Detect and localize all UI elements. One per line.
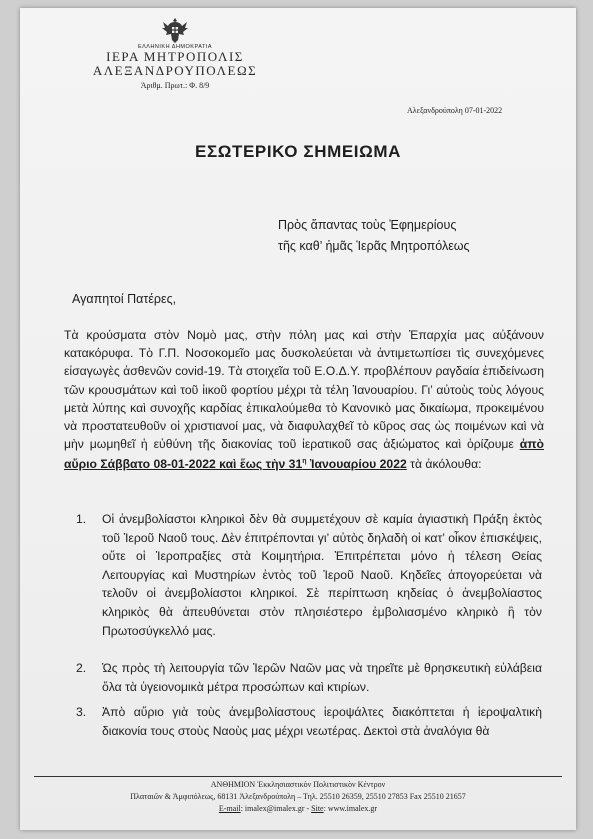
site-value[interactable]: : www.imalex.gr <box>323 804 378 813</box>
metropolis-name: ΙΕΡΑ ΜΗΤΡΟΠΟΛΙΣ <box>106 49 244 64</box>
list-item <box>76 659 542 696</box>
letterhead <box>60 16 290 90</box>
metropolis-city: ΑΛΕΞΑΝΔΡΟΥΠΟΛΕΩΣ <box>92 63 258 78</box>
list-item <box>76 703 542 740</box>
deadline-text: ἀπὸ αὔριο Σάββατο 08-01-2022 καὶ ἕως τὴν $31^\eta$ Ἰανουαρίου 2022 <box>64 437 544 472</box>
footer-divider <box>34 776 562 777</box>
state-name: ΕΛΛΗΝΙΚΗ ΔΗΜΟΚΡΑΤΙΑ <box>137 44 213 50</box>
body-paragraph <box>64 326 544 474</box>
list-item-number: 1. <box>76 512 87 526</box>
salutation: Αγαπητοί Πατέρες, <box>72 292 177 306</box>
list-item-text: Ὡς πρὸς τὴ λειτουργία τῶν Ἱερῶν Ναῶν μας νὰ τηρεῖτε μὲ θρησκευτικὴ εὐλάβεια ὅλα τὰ ὑγειονομικὰ μέτρα προσώπων καὶ κτιρίων. <box>102 661 542 694</box>
recipient-line-2: τῆς καθ’ ἡμᾶς Ἱερᾶς Μητροπόλεως <box>278 239 470 253</box>
email-value[interactable]: : imalex@imalex.gr - <box>240 804 312 813</box>
list-item <box>76 510 542 640</box>
email-label: E-mail <box>218 804 241 813</box>
footer-address: Πλαταιῶν & Ἀμφιπόλεως, 68131 Ἀλεξανδρούπολη – Τηλ. 25510 26359, 25510 27853 Fax 25510 21657 <box>130 792 466 801</box>
letter-page <box>20 8 576 830</box>
list-item-text: Οἱ ἀνεμβολίαστοι κληρικοὶ δὲν θὰ συμμετέχουν σὲ καμία ἁγιαστικὴ Πράξη ἐκτὸς τοῦ Ἱεροῦ Ναοῦ τους. Δὲν ἐπιτρέπονται γι’ αὐτὸς δηλαδὴ οἱ κατ’ οἶκον ἐπισκέψεις, οὔτε οἱ Ἱεροπραξίες στὰ Κοιμητήρια. Ἐπιτρέπεται μόνο ἡ τέλεση Θείας Λειτουργίας καὶ Μυστηρίων ἐντὸς τοῦ Ἱεροῦ Ναοῦ. Κηδεῖες ἀπογορεύεται νὰ τελοῦν οἱ ἀνεμβολίαστοι κληρικοί. Σὲ περίπτωση κηδείας ὁ ἀνεμβολίαστος κληρικὸς θὰ ἀπευθύνεται στὸν πλησιέστερο ἐμβολιασμένο κληρικὸ ἢ τὸν Πρωτοσύγκελλό μας. <box>102 512 542 638</box>
double-headed-eagle-icon <box>160 16 190 44</box>
footer-contact <box>20 804 576 813</box>
list-item-number: 3. <box>76 705 87 719</box>
body-text: Τὰ κρούσματα στὸν Νομὸ μας, στὴν πόλη μας καὶ στὴν Ἐπαρχία μας αὐξάνουν κατακόρυφα. Τὸ Γ.Π. Νοσοκομεῖο μας δυσκολεύεται νὰ ἀντιμετωπίσει τὶς συνεχόμενες εἰσαγωγὲς ἀσθενῶν covid-19. Τὰ στοιχεῖα τοῦ Ε.Ο.Δ.Υ. προβλέπουν ραγδαία ἐπιδείνωση τῶν κρουσμάτων καὶ τοῦ ἰικοῦ φορτίου μέχρι τὰ τέλη Ἰανουαρίου. Γι’ αὐτοὺς τοὺς λόγους μετὰ λύπης καὶ συνοχῆς καρδίας ἐπικαλούμεθα τὸ Κανονικὸ μας δικαίωμα, προκειμένου νὰ προστατευθοῦν οἱ χριστιανοί μας, νὰ διαφυλαχθεῖ τὸ κῦρος σας ὡς ποιμένων καὶ νὰ μὴν μωμηθεῖ ἡ εὐθύνη τῆς διακονίας τοῦ ἱερατικοῦ σας ἀξιώματος καὶ ὁρίζουμε <box>64 328 544 452</box>
site-label: Site <box>311 804 324 813</box>
body-tail: τὰ ἀκόλουθα: <box>406 457 482 472</box>
list-item-number: 2. <box>76 661 87 675</box>
document-date: Αλεξανδρούπολη 07-01-2022 <box>407 106 503 115</box>
document-title: ΕΣΩΤΕΡΙΚΟ ΣΗΜΕΙΩΜΑ <box>195 142 401 161</box>
protocol-number: Άριθμ. Πρωτ.: Φ. 8/9 <box>140 81 210 90</box>
recipient-line-1: Πρὸς ἅπαντας τοὺς Ἐφημερίους <box>278 218 457 232</box>
footer-org: ΑΝΘΗΜΙΟΝ Ἐκκλησιαστικὸν Πολιτιστικὸν Κέντρον <box>210 780 386 789</box>
list-item-text: Ἀπὸ αὔριο γιὰ τοὺς ἀνεμβολίαστους ἱεροψάλτες διακόπτεται ἡ ἱεροψαλτικὴ διακονία τους στοὺς Ναοὺς μας μέχρι νεωτέρας. Δεκτοὶ στὰ ἀναλόγια θὰ <box>102 705 542 738</box>
